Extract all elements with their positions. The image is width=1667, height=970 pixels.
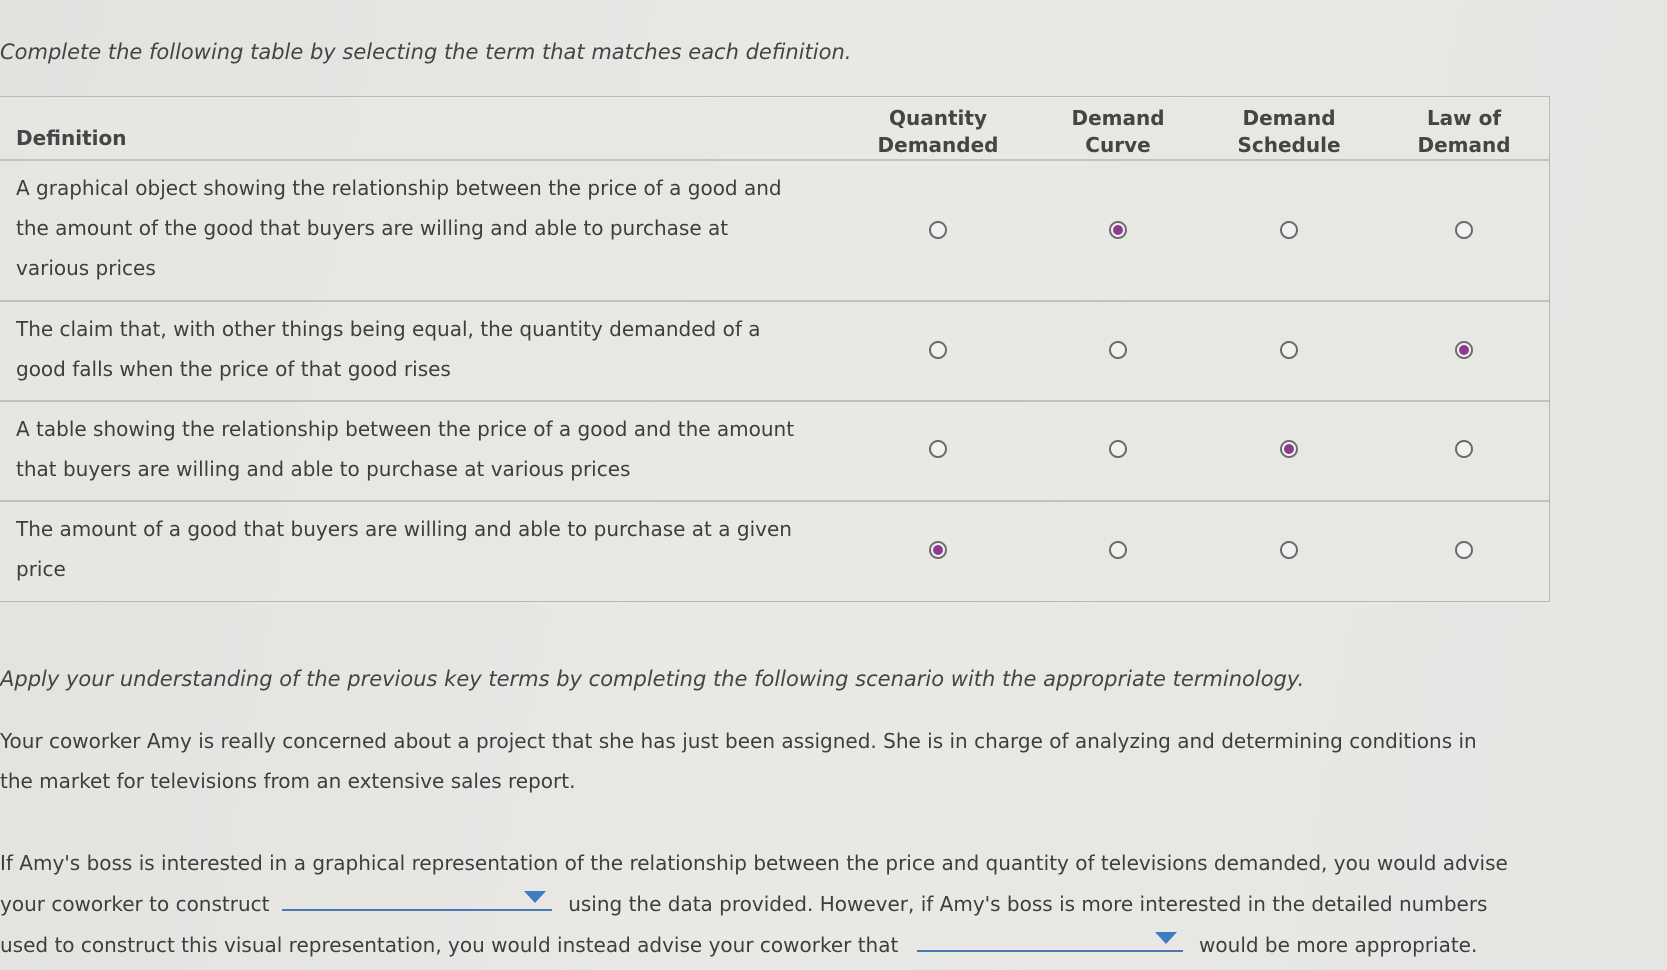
radio-law-of-demand[interactable] [1455, 221, 1473, 239]
radio-demand-schedule[interactable] [1280, 541, 1298, 559]
definition-line: price [16, 557, 66, 581]
radio-quantity-demanded[interactable] [929, 541, 947, 559]
definition-line: the amount of the good that buyers are willing and able to purchase at [16, 216, 729, 240]
radio-law-of-demand[interactable] [1455, 341, 1473, 359]
row-definition [16, 168, 816, 288]
instruction-text: Complete the following table by selecting the term that matches each definition. [0, 40, 852, 64]
column-header-line: Quantity [889, 106, 987, 130]
chevron-down-icon [524, 891, 546, 903]
radio-demand-schedule[interactable] [1280, 221, 1298, 239]
row-definition [16, 409, 816, 489]
column-header-line: Demanded [877, 133, 999, 157]
definition-line: A table showing the relationship between the price of a good and the amount [16, 417, 795, 441]
radio-quantity-demanded[interactable] [929, 221, 947, 239]
column-header-line: Schedule [1237, 133, 1341, 157]
column-header-demand-curve [1038, 105, 1198, 159]
row-definition [16, 309, 816, 389]
scenario-paragraph [0, 721, 1477, 801]
scenario-line: Your coworker Amy is really concerned about a project that she has just been assigned. She is in charge of analyzing and determining conditions in [0, 729, 1477, 753]
radio-quantity-demanded[interactable] [929, 341, 947, 359]
apply-instruction: Apply your understanding of the previous key terms by completing the following scenario with the appropriate terminology. [0, 667, 1305, 691]
question-text: using the data provided. However, if Amy's boss is more interested in the detailed numbers [568, 892, 1488, 916]
term-dropdown-2[interactable] [917, 924, 1183, 952]
question-text: your coworker to construct [0, 892, 270, 916]
scenario-line: the market for televisions from an extensive sales report. [0, 769, 576, 793]
term-dropdown-1[interactable] [282, 883, 552, 911]
radio-demand-curve[interactable] [1109, 341, 1127, 359]
definition-line: The claim that, with other things being equal, the quantity demanded of a [16, 317, 761, 341]
question-text: would be more appropriate. [1199, 933, 1478, 957]
column-header-line: Demand [1071, 106, 1165, 130]
table-row [0, 502, 1549, 601]
radio-law-of-demand[interactable] [1455, 440, 1473, 458]
definition-line: The amount of a good that buyers are willing and able to purchase at a given [16, 517, 792, 541]
definition-table [0, 96, 1550, 602]
radio-demand-curve[interactable] [1109, 440, 1127, 458]
definition-header: Definition [16, 126, 127, 150]
question-line: If Amy's boss is interested in a graphical representation of the relationship between the price and quantity of televisions demanded, you would advise [0, 851, 1508, 875]
table-row [0, 402, 1549, 502]
column-header-law-of-demand [1384, 105, 1544, 159]
chevron-down-icon [1155, 932, 1177, 944]
question-line [0, 924, 1508, 965]
column-header-line: Curve [1085, 133, 1151, 157]
question-paragraph [0, 843, 1508, 965]
radio-law-of-demand[interactable] [1455, 541, 1473, 559]
column-header-line: Demand [1242, 106, 1336, 130]
radio-demand-schedule[interactable] [1280, 341, 1298, 359]
column-header-line: Law of [1426, 106, 1502, 130]
definition-line: that buyers are willing and able to purchase at various prices [16, 457, 631, 481]
definition-line: various prices [16, 256, 156, 280]
column-header-line: Demand [1417, 133, 1511, 157]
row-definition [16, 509, 816, 589]
radio-demand-curve[interactable] [1109, 541, 1127, 559]
definition-line: A graphical object showing the relationship between the price of a good and [16, 176, 782, 200]
radio-quantity-demanded[interactable] [929, 440, 947, 458]
column-header-quantity-demanded [858, 105, 1018, 159]
table-row [0, 161, 1549, 302]
question-text: used to construct this visual representation, you would instead advise your coworker that [0, 933, 899, 957]
table-header [0, 97, 1549, 161]
table-row [0, 302, 1549, 402]
radio-demand-schedule[interactable] [1280, 440, 1298, 458]
column-header-demand-schedule [1209, 105, 1369, 159]
definition-line: good falls when the price of that good rises [16, 357, 451, 381]
question-line [0, 883, 1508, 924]
radio-demand-curve[interactable] [1109, 221, 1127, 239]
